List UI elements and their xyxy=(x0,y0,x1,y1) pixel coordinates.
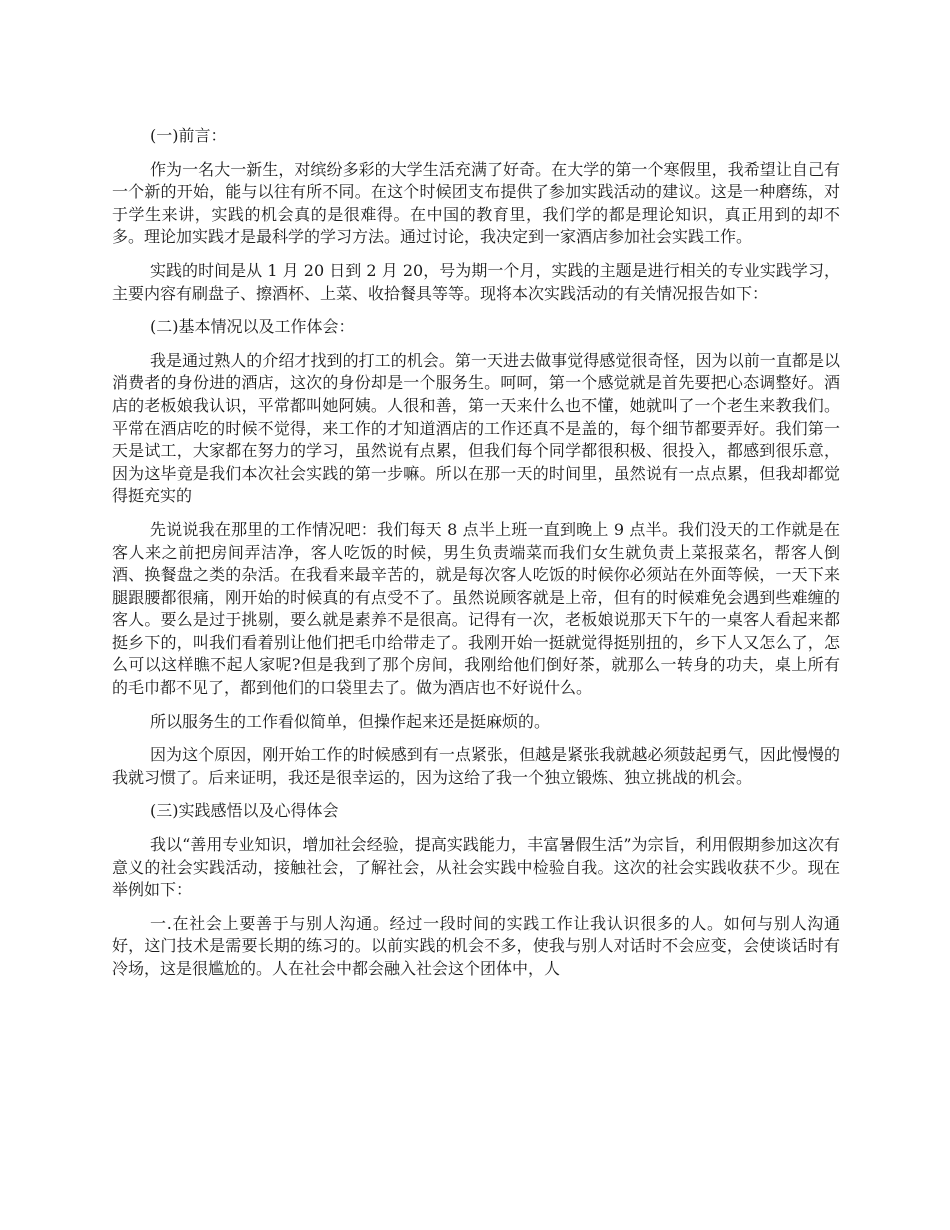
paragraph-first-day: 我是通过熟人的介绍才找到的打工的机会。第一天进去做事觉得感觉很奇怪，因为以前一直都是以消费者的身份进的酒店，这次的身份却是一个服务生。呵呵，第一个感觉就是首先要把心态调整好。酒店的老板娘我认识，平常都叫她阿姨。人很和善，第一天来什么也不懂，她就叫了一个老生来教我们。平常在酒店吃的时候不觉得，来工作的才知道酒店的工作还真不是盖的，每个细节都要弄好。我们第一天是试工，大家都在努力的学习，虽然说有点累，但我们每个同学都很积极、很投入，都感到很乐意，因为这毕竟是我们本次社会实践的第一步嘛。所以在那一天的时间里，虽然说有一点点累，但我却都觉得挺充实的 xyxy=(112,350,840,506)
heading-reflections: (三)实践感悟以及心得体会 xyxy=(150,801,339,821)
paragraph-waiter-work: 所以服务生的工作看似简单，但操作起来还是挺麻烦的。 xyxy=(150,711,551,731)
paragraph-purpose: 我以“善用专业知识，增加社会经验，提高实践能力，丰富暑假生活”为宗旨，利用假期参加这次有意义的社会实践活动，接触社会，了解社会，从社会实践中检验自我。这次的社会实践收获不少。现在举例如下： xyxy=(112,835,840,900)
paragraph-work-situation: 先说说我在那里的工作情况吧：我们每天 8 点半上班一直到晚上 9 点半。我们没天的工作就是在客人来之前把房间弄洁净，客人吃饭的时候，男生负责端菜而我们女生就负责上菜报菜名，帮客人倒酒、换餐盘之类的杂活。在我看来最辛苦的，就是每次客人吃饭的时候你必须站在外面等候，一天下来腿跟腰都很痛，刚开始的时候真的有点受不了。虽然说顾客就是上帝，但有的时候难免会遇到些难缠的客人。要么是过于挑剔，要么就是素养不是很高。记得有一次，老板娘说那天下午的一桌客人看起来都挺乡下的，叫我们看着别让他们把毛巾给带走了。我刚开始一挺就觉得挺别扭的，乡下人又怎么了，怎么可以这样瞧不起人家呢?但是我到了那个房间，我刚给他们倒好茶，就那么一转身的功夫，桌上所有的毛巾都不见了，都到他们的口袋里去了。做为酒店也不好说什么。 xyxy=(112,519,840,698)
paragraph-communication: 一.在社会上要善于与别人沟通。经过一段时间的实践工作让我认识很多的人。如何与别人沟通好，这门技术是需要长期的练习的。以前实践的机会不多，使我与别人对话时不会应变，会使谈话时有冷场，这是很尴尬的。人在社会中都会融入社会这个团体中，人 xyxy=(112,913,840,978)
document-page xyxy=(112,125,840,992)
heading-preface: (一)前言： xyxy=(150,126,227,145)
paragraph-courage: 因为这个原因，刚开始工作的时候感到有一点紧张，但越是紧张我就越必须鼓起勇气，因此慢慢的我就习惯了。后来证明，我还是很幸运的，因为这给了我一个独立锻炼、独立挑战的机会。 xyxy=(112,745,840,787)
paragraph-intro: 作为一名大一新生，对缤纷多彩的大学生活充满了好奇。在大学的第一个寒假里，我希望让自己有一个新的开始，能与以往有所不同。在这个时候团支布提供了参加实践活动的建议。这是一种磨练，对于学生来讲，实践的机会真的是很难得。在中国的教育里，我们学的都是理论知识，真正用到的却不多。理论加实践才是最科学的学习方法。通过讨论，我决定到一家酒店参加社会实践工作。 xyxy=(112,159,840,247)
paragraph-practice-time: 实践的时间是从 1 月 20 日到 2 月 20，号为期一个月，实践的主题是进行相关的专业实践学习，主要内容有刷盘子、擦酒杯、上菜、收拾餐具等等。现将本次实践活动的有关情况报告如下： xyxy=(112,260,840,303)
heading-basic-situation: (二)基本情况以及工作体会： xyxy=(150,317,355,337)
